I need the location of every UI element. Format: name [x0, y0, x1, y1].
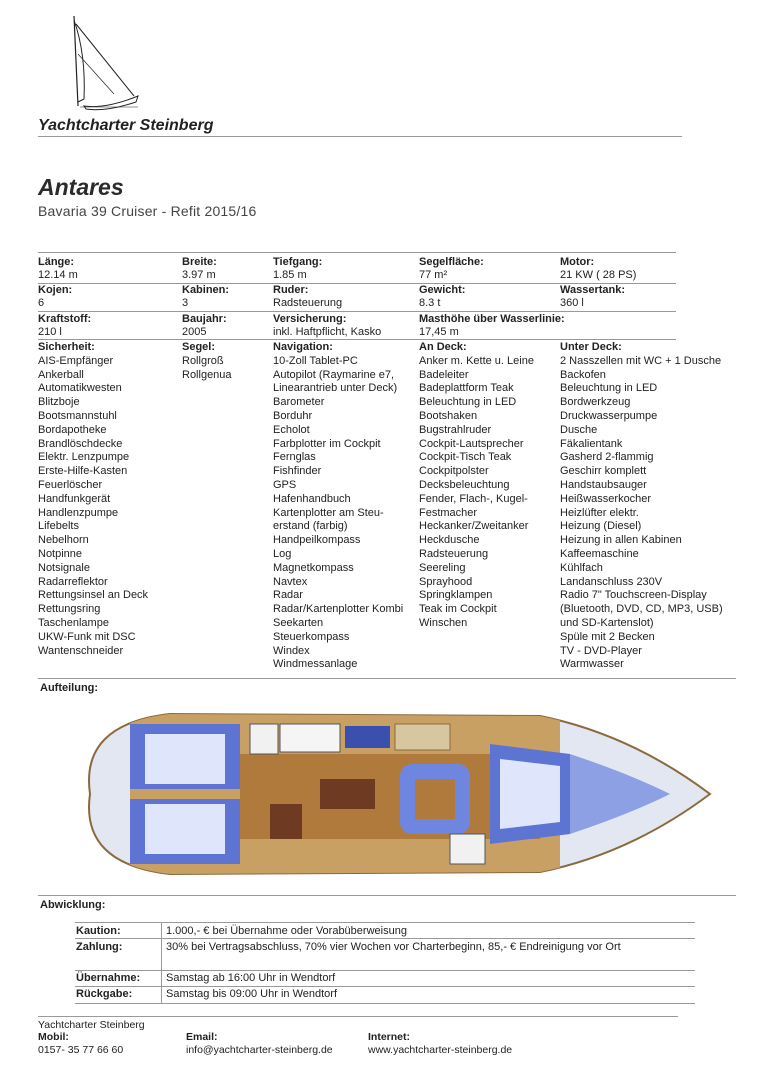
equipment-item: Gasherd 2-flammig: [560, 451, 654, 464]
equipment-item: Navtex: [273, 575, 308, 588]
spec-label: Breite:: [182, 256, 217, 268]
equipment-item: Erste-Hilfe-Kasten: [38, 465, 128, 478]
spec-value: 360 l: [560, 297, 584, 309]
boat-model: Bavaria 39 Cruiser - Refit 2015/16: [38, 203, 257, 219]
terms-rule: [75, 1003, 695, 1004]
equipment-item: GPS: [273, 478, 297, 491]
equipment-item: TV - DVD-Player: [560, 644, 642, 657]
equipment-item: Handfunkgerät: [38, 492, 111, 505]
equipment-item: Echolot: [273, 423, 310, 436]
footer-internet-link[interactable]: www.yachtcharter-steinberg.de: [368, 1044, 513, 1056]
equipment-item: Backofen: [560, 368, 606, 381]
equipment-item: Lifebelts: [38, 520, 79, 533]
spec-value: 2005: [182, 326, 207, 338]
spec-value: 77 m²: [419, 269, 448, 281]
equipment-item: Barometer: [273, 396, 325, 409]
equipment-item: Taschenlampe: [38, 616, 109, 629]
spec-label: Kraftstoff:: [38, 313, 92, 325]
equipment-item: Radsteuerung: [419, 547, 489, 560]
equipment-item: Rollgenua: [182, 368, 232, 381]
spec-label: Masthöhe über Wasserlinie:: [419, 313, 565, 325]
equipment-item: UKW-Funk mit DSC: [38, 630, 136, 643]
equipment-item: Warmwasser: [560, 658, 624, 671]
equipment-item: Beleuchtung in LED: [560, 382, 658, 395]
equipment-item: Seereling: [419, 561, 466, 574]
equipment-item: Nebelhorn: [38, 534, 89, 547]
equipment-item: Steuerkompass: [273, 630, 350, 643]
equipment-item: Heizung (Diesel): [560, 520, 642, 533]
layout-heading: Aufteilung:: [40, 682, 99, 694]
equipment-item: Notpinne: [38, 547, 83, 560]
equipment-item: Handpeilkompass: [273, 534, 361, 547]
equipment-item: Rettungsinsel an Deck: [38, 589, 149, 602]
equipment-sicherheit: [38, 341, 148, 658]
equipment-heading: An Deck:: [419, 341, 467, 353]
equipment-item: Druckwasserpumpe: [560, 409, 658, 422]
terms-label: Kaution:: [76, 925, 121, 937]
equipment-item: Magnetkompass: [273, 561, 354, 574]
spec-rule-top: [38, 252, 676, 253]
terms-divider: [161, 922, 162, 1003]
footer-email-label: Email:: [186, 1031, 218, 1043]
equipment-item: Notsignale: [38, 561, 90, 574]
equipment-item: Fender, Flach-, Kugel-: [419, 492, 528, 505]
spec-label: Ruder:: [273, 284, 309, 296]
equipment-item: Heckdusche: [419, 534, 480, 547]
equipment-item: Bugstrahlruder: [419, 423, 492, 436]
boat-layout-plan: [70, 704, 720, 884]
equipment-item: Hafenhandbuch: [273, 492, 351, 505]
equipment-item: Badeleiter: [419, 368, 469, 381]
terms-value: Samstag bis 09:00 Uhr in Wendtorf: [166, 988, 337, 1000]
equipment-item: Kartenplotter am Steu-: [273, 506, 384, 519]
equipment-item: Dusche: [560, 423, 598, 436]
terms-value: Samstag ab 16:00 Uhr in Wendtorf: [166, 972, 336, 984]
terms-label: Rückgabe:: [76, 988, 133, 1000]
equipment-item: Autopilot (Raymarine e7,: [273, 368, 395, 381]
equipment-item: Linearantrieb unter Deck): [273, 382, 398, 395]
equipment-item: Bootshaken: [419, 409, 478, 422]
equipment-item: (Bluetooth, DVD, CD, MP3, USB): [560, 603, 723, 616]
equipment-item: Seekarten: [273, 616, 324, 629]
footer-mobile[interactable]: 0157- 35 77 66 60: [38, 1044, 124, 1056]
spec-label: Segelfläche:: [419, 256, 484, 268]
company-name: Yachtcharter Steinberg: [38, 117, 214, 134]
footer-rule: [38, 1016, 678, 1017]
spec-label: Kojen:: [38, 284, 73, 296]
spec-label: Versicherung:: [273, 313, 347, 325]
spec-value: Radsteuerung: [273, 297, 343, 309]
equipment-item: Anker m. Kette u. Leine: [419, 354, 534, 367]
boat-name: Antares: [38, 174, 124, 200]
spec-value: 210 l: [38, 326, 62, 338]
equipment-item: erstand (farbig): [273, 520, 348, 533]
section-rule: [38, 895, 736, 896]
equipment-heading: Segel:: [182, 341, 216, 353]
equipment-item: Cockpitpolster: [419, 465, 489, 478]
equipment-item: Handlenzpumpe: [38, 506, 119, 519]
equipment-item: Fäkalientank: [560, 437, 623, 450]
equipment-item: Wantenschneider: [38, 644, 124, 657]
equipment-item: Badeplattform Teak: [419, 382, 514, 395]
equipment-navigation: [273, 341, 403, 672]
equipment-unterdeck: [560, 341, 723, 672]
equipment-item: Geschirr komplett: [560, 465, 647, 478]
equipment-heading: Sicherheit:: [38, 341, 95, 353]
equipment-item: Bordapotheke: [38, 423, 107, 436]
equipment-item: Kühlfach: [560, 561, 603, 574]
footer-mobile-label: Mobil:: [38, 1031, 69, 1043]
equipment-item: Automatikwesten: [38, 382, 122, 395]
header-rule: [38, 136, 682, 137]
spec-value: 1.85 m: [273, 269, 307, 281]
equipment-item: Blitzboje: [38, 396, 80, 409]
sailboat-logo: [66, 14, 146, 114]
equipment-item: 2 Nasszellen mit WC + 1 Dusche: [560, 354, 722, 367]
equipment-item: Cockpit-Tisch Teak: [419, 451, 512, 464]
equipment-item: Borduhr: [273, 409, 313, 422]
footer-company: Yachtcharter Steinberg: [38, 1019, 145, 1031]
equipment-item: Fernglas: [273, 451, 316, 464]
spec-label: Länge:: [38, 256, 75, 268]
footer-email-link[interactable]: info@yachtcharter-steinberg.de: [186, 1044, 333, 1056]
spec-value: 17,45 m: [419, 326, 459, 338]
equipment-item: Springklampen: [419, 589, 493, 602]
spec-label: Baujahr:: [182, 313, 227, 325]
equipment-item: Farbplotter im Cockpit: [273, 437, 381, 450]
equipment-heading: Unter Deck:: [560, 341, 622, 353]
spec-value: 21 KW ( 28 PS): [560, 269, 637, 281]
equipment-heading: Navigation:: [273, 341, 333, 353]
terms-label: Übernahme:: [76, 972, 141, 984]
spec-label: Kabinen:: [182, 284, 230, 296]
equipment-item: Feuerlöscher: [38, 478, 103, 491]
equipment-item: Landanschluss 230V: [560, 575, 663, 588]
equipment-item: Rettungsring: [38, 603, 101, 616]
equipment-andeck: [419, 341, 534, 631]
equipment-item: Radarreflektor: [38, 575, 108, 588]
equipment-item: Beleuchtung in LED: [419, 396, 517, 409]
equipment-item: Log: [273, 547, 292, 560]
equipment-item: Ankerball: [38, 368, 84, 381]
spec-label: Gewicht:: [419, 284, 466, 296]
equipment-item: Kaffeemaschine: [560, 547, 639, 560]
equipment-item: Radar/Kartenplotter Kombi: [273, 603, 404, 616]
equipment-item: Windmessanlage: [273, 658, 358, 671]
spec-value: 8.3 t: [419, 297, 441, 309]
terms-rule: [75, 970, 695, 971]
equipment-item: Elektr. Lenzpumpe: [38, 451, 130, 464]
equipment-item: Bordwerkzeug: [560, 396, 631, 409]
equipment-item: Teak im Cockpit: [419, 603, 497, 616]
spec-rule: [38, 311, 676, 312]
equipment-item: Heizung in allen Kabinen: [560, 534, 682, 547]
terms-rule: [75, 986, 695, 987]
terms-label: Zahlung:: [76, 941, 123, 953]
terms-heading: Abwicklung:: [40, 899, 106, 911]
equipment-item: Heckanker/Zweitanker: [419, 520, 529, 533]
equipment-item: Windex: [273, 644, 310, 657]
terms-value: 1.000,- € bei Übernahme oder Vorabüberweisung: [166, 925, 407, 937]
spec-value: 3: [182, 297, 189, 309]
equipment-item: Winschen: [419, 616, 468, 629]
spec-value: 6: [38, 297, 45, 309]
equipment-item: Cockpit-Lautsprecher: [419, 437, 524, 450]
equipment-item: Heizlüfter elektr.: [560, 506, 639, 519]
equipment-item: Fishfinder: [273, 465, 322, 478]
spec-label: Motor:: [560, 256, 595, 268]
footer-internet-label: Internet:: [368, 1031, 410, 1043]
equipment-item: Handstaubsauger: [560, 478, 647, 491]
spec-rule: [38, 339, 676, 340]
spec-value: 3.97 m: [182, 269, 216, 281]
equipment-item: Radar: [273, 589, 303, 602]
equipment-item: Brandlöschdecke: [38, 437, 123, 450]
equipment-item: Bootsmannstuhl: [38, 409, 117, 422]
terms-value: 30% bei Vertragsabschluss, 70% vier Wochen vor Charterbeginn, 85,- € Endreinigung vor Ort: [166, 941, 621, 953]
terms-rule: [75, 938, 695, 939]
equipment-item: Spüle mit 2 Becken: [560, 630, 655, 643]
equipment-item: Festmacher: [419, 506, 478, 519]
equipment-item: und SD-Kartenslot): [560, 616, 654, 629]
equipment-item: Decksbeleuchtung: [419, 478, 510, 491]
equipment-item: AIS-Empfänger: [38, 354, 114, 367]
equipment-segel: [182, 341, 232, 382]
equipment-item: Sprayhood: [419, 575, 473, 588]
equipment-item: Heißwasserkocher: [560, 492, 652, 505]
equipment-item: Radio 7" Touchscreen-Display: [560, 589, 707, 602]
equipment-item: 10-Zoll Tablet-PC: [273, 354, 358, 367]
terms-rule: [75, 922, 695, 923]
spec-value: 12.14 m: [38, 269, 78, 281]
spec-label: Wassertank:: [560, 284, 626, 296]
section-rule: [38, 678, 736, 679]
equipment-item: Rollgroß: [182, 354, 224, 367]
spec-label: Tiefgang:: [273, 256, 323, 268]
spec-value: inkl. Haftpflicht, Kasko: [273, 326, 382, 338]
